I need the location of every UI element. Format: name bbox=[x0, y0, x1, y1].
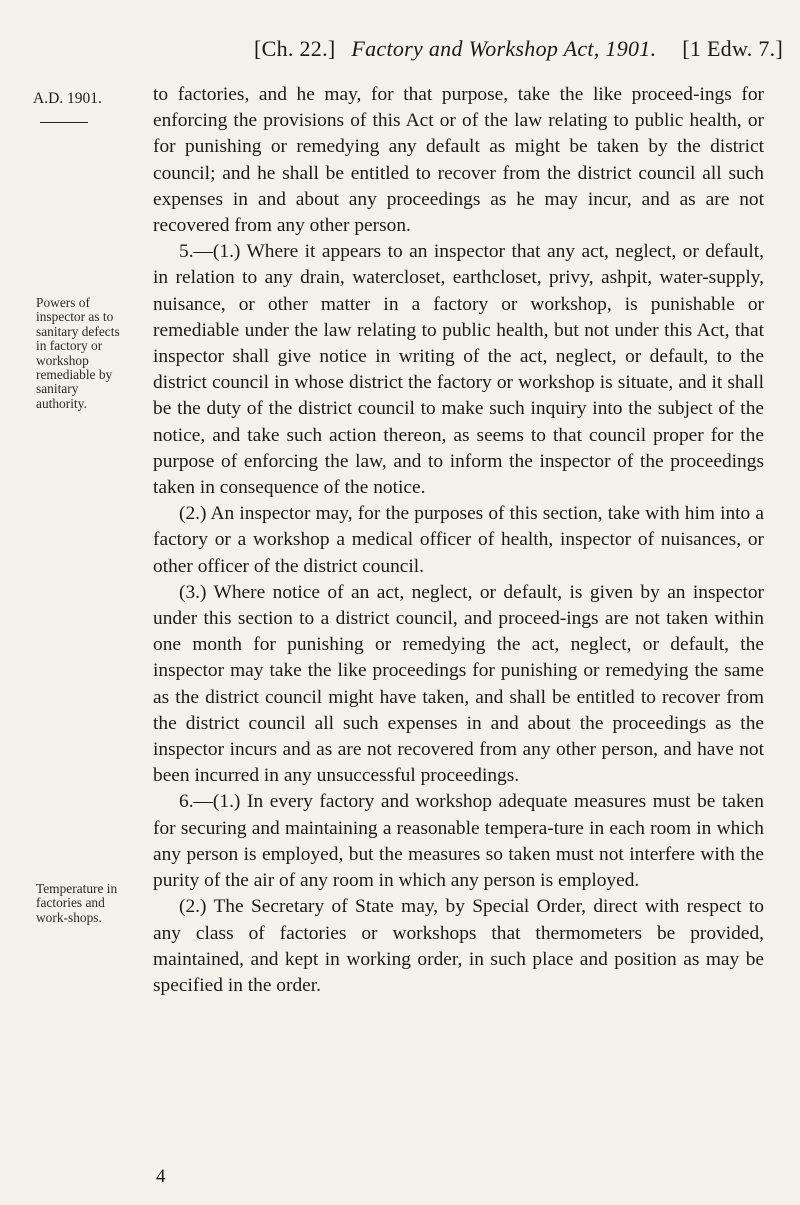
section-5-subsection-3: (3.) Where notice of an act, neglect, or default, is given by an inspector under this section to a district council, and proceed-ings are not taken within one month for punishing or remedying the act, neglect, or default, the inspector may take the like proceedings for punishing or remedying the same as the district council might have taken, and shall be entitled to recover from the district council all such expenses in and about the proceedings as the inspector incurs and as are not recovered from any other person, and have not been incurred in any unsuccessful proceedings. bbox=[153, 581, 764, 787]
regnal-year: [1 Edw. 7.] bbox=[682, 36, 784, 61]
section-6-subsection-1: 6.—(1.) In every factory and workshop adequate measures must be taken for securing and maintaining a reasonable tempera-ture in each room in which any person is employed, but the measures so taken must not interfere with the purity of the air of any room in which any person is employed. bbox=[153, 791, 764, 892]
margin-note-temperature: Temperature in factories and work-shops. bbox=[36, 881, 118, 925]
paragraph-continuation: to factories, and he may, for that purpose, take the like proceed-ings for enforcing the provisions of this Act or of the law relating to public health, or for punishing or remedying any default as might be taken by the district council; and he shall be entitled to recover from the district council all such expenses in and about any proceedings as he may incur, and as are not recovered from any other person. bbox=[153, 84, 764, 237]
section-6-subsection-2: (2.) The Secretary of State may, by Special Order, direct with respect to any class of factories or workshops that thermometers be provided, maintained, and kept in working order, in such place and position as may be specified in the order. bbox=[153, 896, 764, 996]
section-5-subsection-2: (2.) An inspector may, for the purposes of this section, take with him into a factory or a workshop a medical officer of health, inspector of nuisances, or other officer of the district council. bbox=[153, 503, 764, 577]
act-title: Factory and Workshop Act, 1901. bbox=[351, 36, 657, 61]
chapter-reference: [Ch. 22.] bbox=[254, 36, 336, 61]
main-text bbox=[153, 82, 764, 999]
section-5-subsection-1: 5.—(1.) Where it appears to an inspector that any act, neglect, or default, in relation to any drain, watercloset, earthcloset, privy, ashpit, water-supply, nuisance, or other matter in a factory or workshop, is punishable or remediable under the law relating to public health, but not under this Act, that inspector shall give notice in writing of the act, neglect, or default, to the district council in whose district the factory or workshop is situate, and it shall be the duty of the district council to make such inquiry into the subject of the notice, and take such action thereon, as seems to that council proper for the purpose of enforcing the law, and to inform the inspector of the proceedings taken in consequence of the notice. bbox=[153, 241, 764, 499]
page-number: 4 bbox=[156, 1166, 166, 1187]
margin-note-powers-of-inspector: Powers of inspector as to sanitary defects in factory or workshop remediable by sanitary authority. bbox=[36, 295, 120, 411]
margin-year: A.D. 1901. bbox=[33, 90, 102, 107]
year-divider bbox=[40, 122, 88, 123]
page-header bbox=[254, 36, 794, 62]
